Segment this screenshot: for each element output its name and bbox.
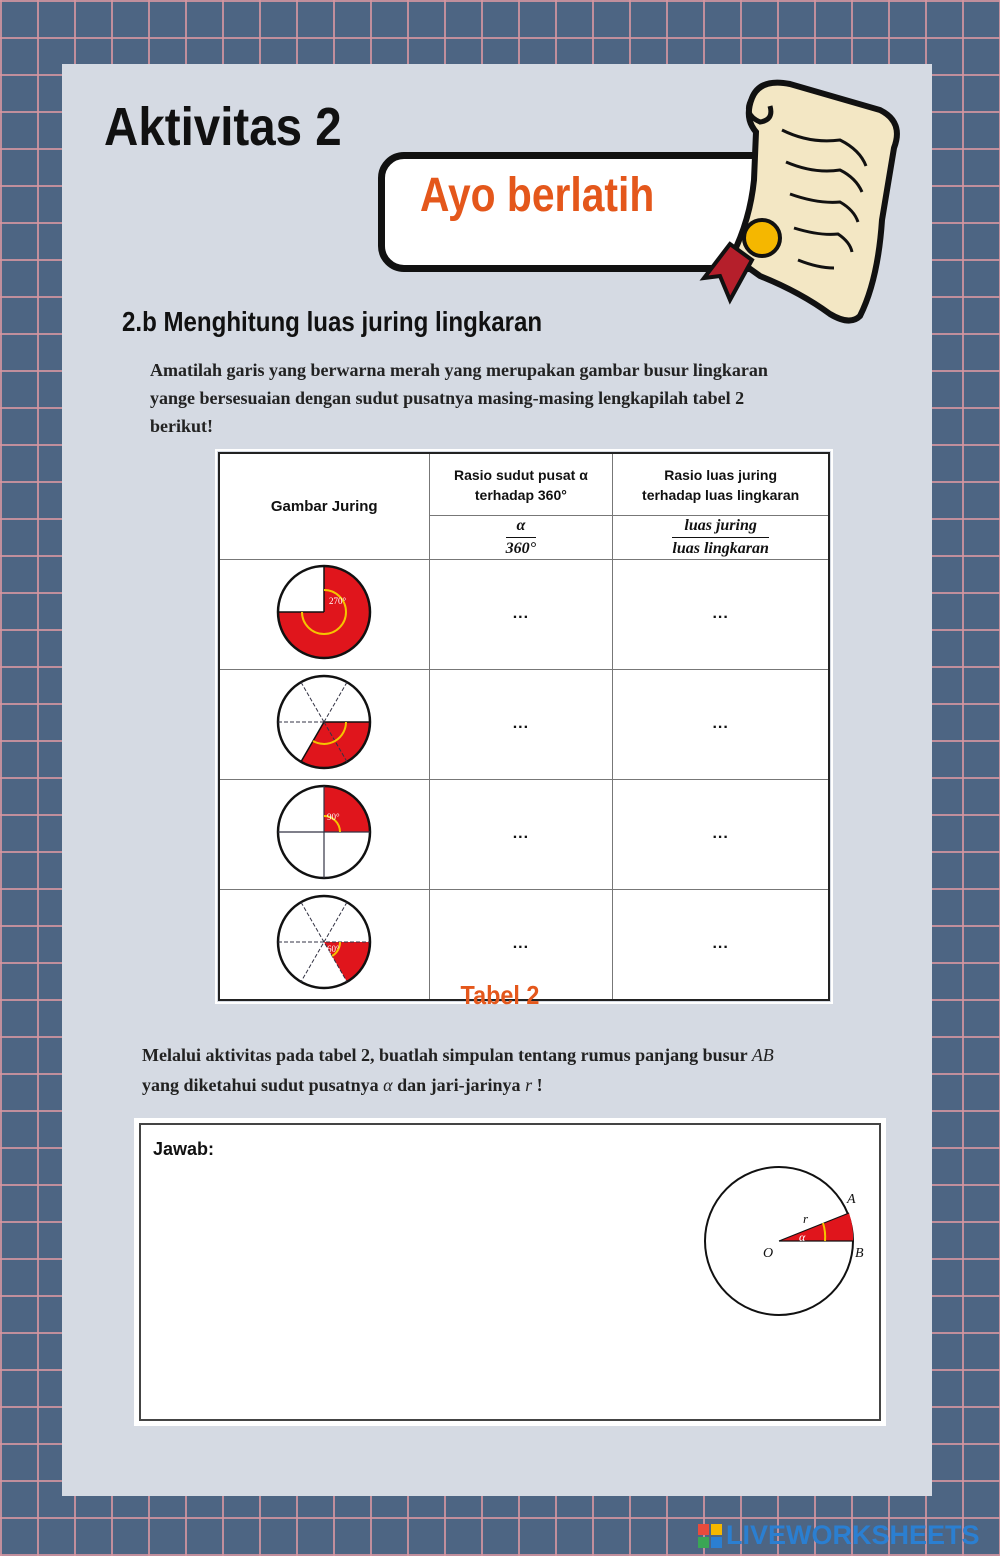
header-rasio-luas (613, 453, 829, 515)
juring-image-90 (219, 779, 429, 889)
header-line: Rasio sudut pusat α (453, 467, 588, 484)
fraction-numerator: α (506, 517, 536, 538)
header-rasio-sudut (429, 453, 613, 515)
fraction-numerator: luas juring (672, 517, 768, 538)
answer-cell[interactable]: ... (613, 669, 829, 779)
point-o-label: O (763, 1246, 774, 1261)
point-a-label: A (847, 1192, 856, 1207)
question-line (142, 1070, 922, 1100)
question-line (142, 1040, 922, 1070)
angle-label: 270° (329, 595, 347, 606)
radius-label: r (803, 1211, 809, 1226)
liveworksheets-logo-icon (698, 1524, 722, 1548)
point-b-label: B (855, 1246, 864, 1261)
juring-120-icon (269, 670, 379, 774)
header-line: terhadap luas lingkaran (642, 487, 800, 504)
question-text-part: ! (532, 1075, 543, 1095)
angle-label: 90° (327, 811, 340, 822)
instruction-line: berikut! (150, 416, 213, 436)
table-2 (218, 452, 830, 1001)
answer-cell[interactable]: ... (429, 559, 613, 669)
angle-label: 120° (329, 710, 349, 722)
variable-r: r (525, 1075, 533, 1095)
question-text-part: dan jari-jarinya (392, 1075, 526, 1095)
circle-sector-diagram (699, 1161, 869, 1321)
question-text (142, 1040, 922, 1100)
fraction-alpha-360 (429, 515, 613, 559)
answer-label: Jawab: (153, 1139, 215, 1159)
juring-90-icon (269, 780, 379, 884)
angle-alpha-label: α (799, 1230, 806, 1244)
header-line: Rasio luas juring (664, 467, 778, 484)
answer-cell[interactable]: ... (429, 889, 613, 1000)
answer-cell[interactable]: ... (429, 669, 613, 779)
question-text-part: Melalui aktivitas pada tabel 2, buatlah simpulan tentang rumus panjang busur (142, 1045, 752, 1065)
question-text-part: yang diketahui sudut pusatnya (142, 1075, 384, 1095)
answer-cell[interactable]: ... (613, 889, 829, 1000)
answer-box[interactable] (134, 1118, 886, 1426)
angle-label: 60° (327, 943, 340, 954)
table-caption: Tabel 2 (460, 980, 540, 1010)
juring-image-120 (219, 669, 429, 779)
fraction-luas (613, 515, 829, 559)
section-heading: 2.b Menghitung luas juring lingkaran (122, 306, 543, 337)
fraction-denominator: luas lingkaran (672, 539, 769, 557)
instruction-text (150, 356, 910, 440)
juring-270-icon (269, 560, 379, 664)
answer-area[interactable] (139, 1123, 881, 1421)
variable-ab: AB (751, 1045, 774, 1065)
table-row (219, 669, 829, 779)
table-row (219, 779, 829, 889)
header-gambar-juring: Gambar Juring (219, 453, 429, 559)
answer-cell[interactable]: ... (429, 779, 613, 889)
juring-image-270 (219, 559, 429, 669)
banner-title: Ayo berlatih (420, 169, 655, 222)
brand-name[interactable]: LIVEWORKSHEETS (726, 1520, 980, 1550)
scroll-icon (690, 70, 910, 330)
juring-60-icon (269, 890, 379, 994)
instruction-line: Amatilah garis yang berwarna merah yang merupakan gambar busur lingkaran (150, 360, 768, 380)
table-row (219, 559, 829, 669)
header-line: terhadap 360° (474, 487, 567, 504)
answer-cell[interactable]: ... (613, 779, 829, 889)
fraction-denominator: 360° (505, 539, 537, 557)
variable-alpha: α (383, 1075, 393, 1095)
instruction-line: yange bersesuaian dengan sudut pusatnya masing-masing lengkapilah tabel 2 (150, 388, 745, 408)
answer-cell[interactable]: ... (613, 559, 829, 669)
page-title: Aktivitas 2 (104, 97, 342, 157)
